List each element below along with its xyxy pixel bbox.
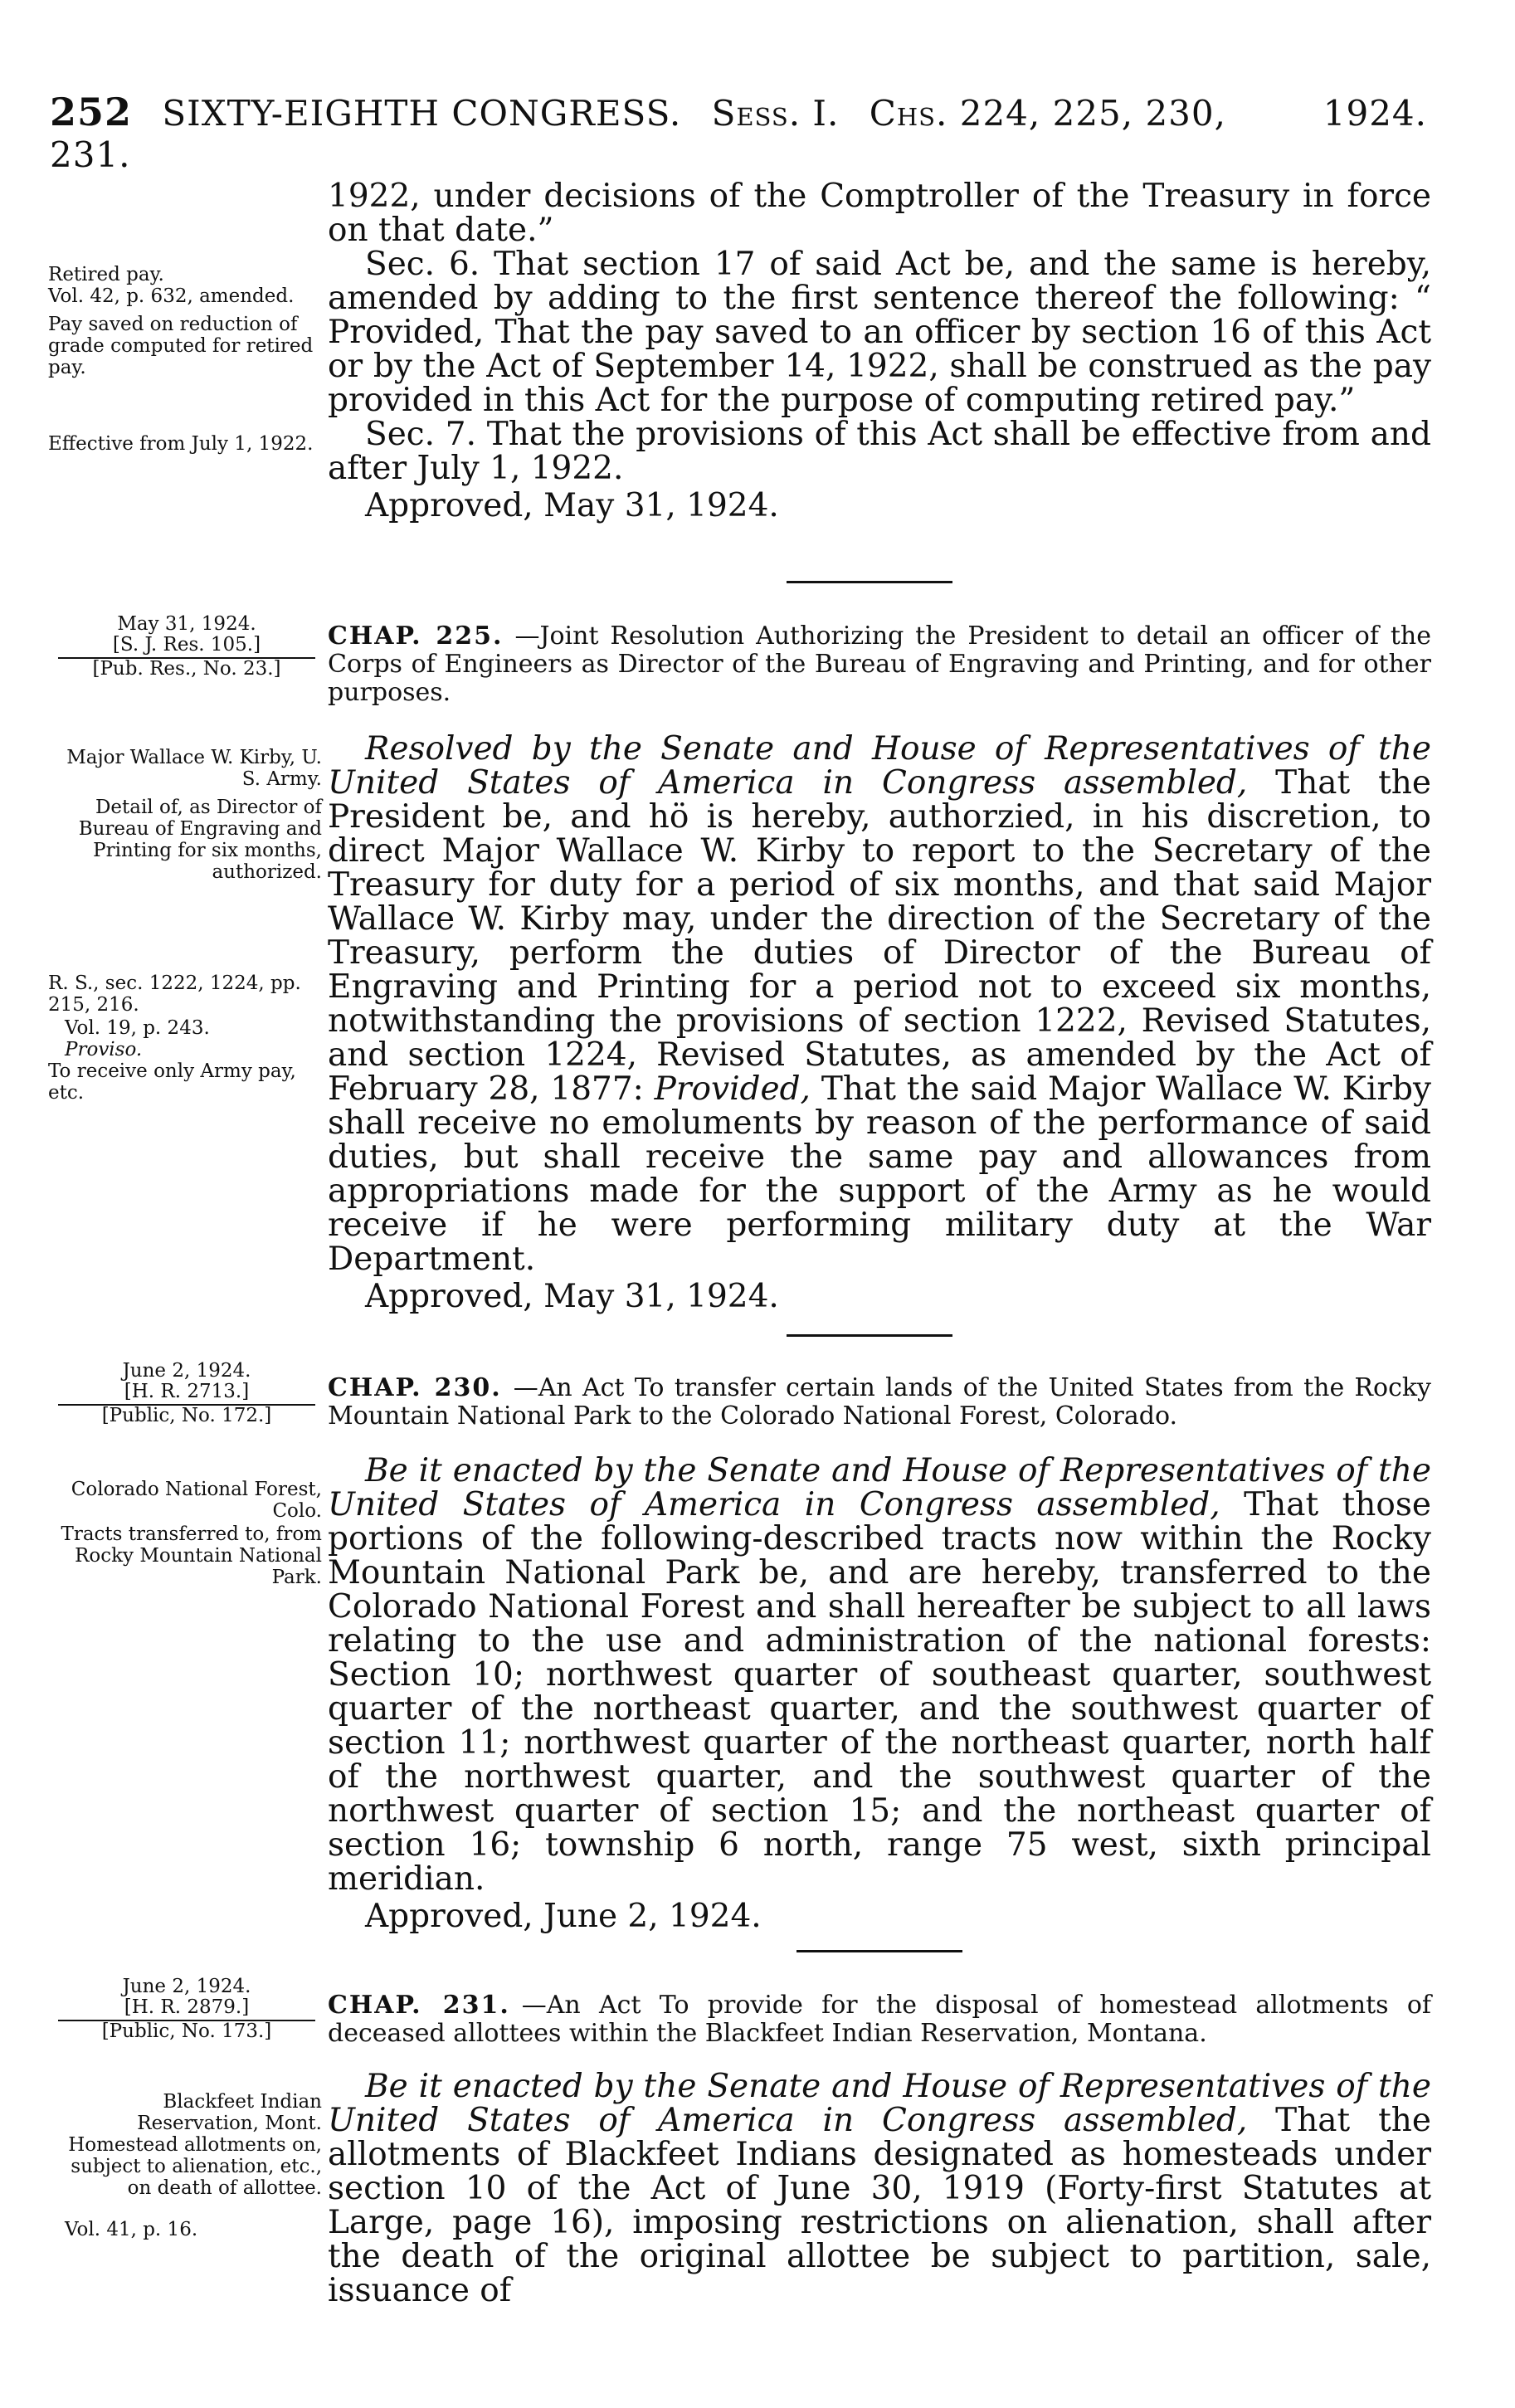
chap231-enact: Be it enacted by the Senate and House of Representatives of the United States of America in Congress assembled, bbox=[328, 2068, 1431, 2139]
divider-3 bbox=[796, 1950, 962, 1952]
section-a-p2: Sec. 6. That section 17 of said Act be, and the same is hereby, amended by adding to the first sentence thereof the following: “ Provided, That the pay saved to an officer by section 16 of this Act or by the Act of September 14, 1922, shall be construed as the pay provided in this Act for the purpose of computing retired pay.” bbox=[328, 246, 1431, 419]
chap231-margin-2: Homestead allotments on, subject to alienation, etc., on death of allottee. bbox=[68, 2134, 322, 2199]
chap231-body bbox=[328, 2069, 1431, 2308]
chap225-date: May 31, 1924. bbox=[117, 613, 256, 635]
margin-retired-pay bbox=[48, 264, 322, 307]
chap230-title: —An Act To transfer certain lands of the United States from the Rocky Mountain National Park to the Colorado National Forest, Colorado. bbox=[328, 1373, 1432, 1431]
chap225-title: —Joint Resolution Authorizing the President to detail an officer of the Corps of Engineers as Director of the Bureau of Engraving and Printing, and for other purposes. bbox=[328, 621, 1431, 707]
chap230-date: June 2, 1924. bbox=[122, 1360, 251, 1382]
margin-retired-line1: Retired pay. bbox=[48, 264, 164, 285]
section-a-body bbox=[328, 179, 1431, 523]
chap231-bill: [H. R. 2879.] bbox=[124, 1996, 250, 2018]
chap231-text bbox=[328, 2069, 1431, 2308]
chap225-margin-2: Detail of, as Director of Bureau of Engraving and Printing for six months, authorized. bbox=[78, 797, 322, 883]
chap231-date: June 2, 1924. bbox=[122, 1976, 251, 1997]
chap225-margin-4: Vol. 19, p. 243. bbox=[65, 1017, 210, 1039]
divider-1 bbox=[787, 581, 952, 583]
page-number: 252 bbox=[50, 90, 133, 134]
chap231-billbox bbox=[58, 1977, 315, 2042]
congress-title: SIXTY-EIGHTH CONGRESS. bbox=[162, 93, 682, 134]
chap230-body-1: That those portions of the following-described tracts now within the Rocky Mountain National Park be, and are hereby, transferred to the Colorado National Forest and shall hereafter be subject to all laws relating to the use and administration of the national forests: Section 10; northwest quarter of southeast quarter, southwest quarter of the northeast quarter, and the southwest quarter of section 11; northwest quarter of the northeast quarter, north half of the northwest quarter, and the southwest quarter of the northwest quarter of section 15; and the northeast quarter of section 16; township 6 north, range 75 west, sixth principal meridian. bbox=[328, 1486, 1431, 1898]
chap231-margin-1: Blackfeet Indian Reservation, Mont. bbox=[137, 2091, 322, 2134]
header-left bbox=[50, 90, 1323, 175]
chap225-body-1: That the President be, and hö is hereby, authorzied, in his discretion, to direct Major Wallace W. Kirby to report to the Secretary of the Treasury for duty for a period of six months, and that said Major Wallace W. Kirby may, under the direction of the Secretary of the Treasury, perform the duties of Director of the Bureau of Engraving and Printing for a period not to exceed six months, notwithstanding the provisions of section 1222, Revised Statutes, and section 1224, Revised Statutes, as amended by the Act of February 28, 1877: bbox=[328, 764, 1431, 1108]
chap231-body-1: That the allotments of Blackfeet Indians designated as homesteads under section 10 of the Act of June 30, 1919 (Forty-first Statutes at Large, page 16), imposing restrictions on alienation, shall after the death of the original allottee be subject to partition, sale, issuance of bbox=[328, 2102, 1431, 2309]
chap230-enact: Be it enacted by the Senate and House of Representatives of the United States of America in Congress assembled, bbox=[328, 1452, 1431, 1523]
chap230-text bbox=[328, 1454, 1431, 1896]
margin-effective: Effective from July 1, 1922. bbox=[48, 433, 314, 455]
chap225-margin-3: R. S., sec. 1222, 1224, pp. 215, 216. bbox=[48, 972, 301, 1016]
chap225-body bbox=[328, 732, 1431, 1314]
chap225-text bbox=[328, 732, 1431, 1276]
chap230-body bbox=[328, 1454, 1431, 1933]
chap225-enact: Resolved by the Senate and House of Representatives of the United States of America in Congress assembled, bbox=[328, 730, 1431, 802]
chap231-heading bbox=[328, 1991, 1431, 2048]
chap225-margin-5: Proviso. bbox=[65, 1039, 143, 1060]
header-year: 1924. bbox=[1323, 93, 1427, 134]
session-label: Sess. I. bbox=[711, 93, 840, 134]
chap230-approved: Approved, June 2, 1924. bbox=[365, 1898, 762, 1935]
chap225-margin-1: Major Wallace W. Kirby, U. S. Army. bbox=[66, 747, 322, 790]
chap225-margin-6: To receive only Army pay, etc. bbox=[48, 1060, 296, 1104]
section-a-approved: Approved, May 31, 1924. bbox=[365, 487, 779, 524]
chap225-billbox bbox=[58, 614, 315, 680]
running-header bbox=[50, 90, 1427, 175]
chap225-bill: [S. J. Res. 105.] bbox=[112, 634, 261, 656]
margin-retired-line2: Vol. 42, p. 632, amended. bbox=[48, 285, 295, 307]
chap230-margin-2: Tracts transferred to, from Rocky Mountain National Park. bbox=[61, 1523, 322, 1588]
chap225-approved: Approved, May 31, 1924. bbox=[365, 1278, 779, 1315]
chap225-provided: Provided, bbox=[654, 1070, 811, 1108]
margin-pay-saved: Pay saved on reduction of grade computed for retired pay. bbox=[48, 314, 314, 378]
chap230-bill: [H. R. 2713.] bbox=[124, 1381, 250, 1402]
chapters-label: Chs. 224, 225, 230, 231. bbox=[50, 93, 1226, 175]
divider-2 bbox=[787, 1334, 952, 1337]
chap230-margin-1: Colorado National Forest, Colo. bbox=[71, 1479, 322, 1522]
chap230-number: CHAP. 230. bbox=[328, 1373, 502, 1402]
chap231-number: CHAP. 231. bbox=[328, 1991, 510, 2020]
chap225-number: CHAP. 225. bbox=[328, 621, 504, 651]
chap230-billbox bbox=[58, 1361, 315, 1426]
section-a-p3: Sec. 7. That the provisions of this Act shall be effective from and after July 1, 1922. bbox=[328, 416, 1431, 487]
chap225-public: [Pub. Res., No. 23.] bbox=[58, 657, 315, 680]
section-a-p1: 1922, under decisions of the Comptroller of the Treasury in force on that date.” bbox=[328, 178, 1431, 249]
chap230-public: [Public, No. 172.] bbox=[58, 1404, 315, 1426]
chap225-body-2: That the said Major Wallace W. Kirby shall receive no emoluments by reason of the performance of said duties, but shall receive the same pay and allowances from appropriations made for the support of the Army as he would receive if he were performing military duty at the War Department. bbox=[328, 1070, 1431, 1278]
chap225-heading bbox=[328, 622, 1431, 707]
chap231-public: [Public, No. 173.] bbox=[58, 2020, 315, 2042]
chap231-margin-3: Vol. 41, p. 16. bbox=[65, 2219, 198, 2240]
chap230-heading bbox=[328, 1374, 1431, 1431]
chap231-title: —An Act To provide for the disposal of homestead allotments of deceased allottees within the Blackfeet Indian Reservation, Montana. bbox=[328, 1991, 1431, 2048]
